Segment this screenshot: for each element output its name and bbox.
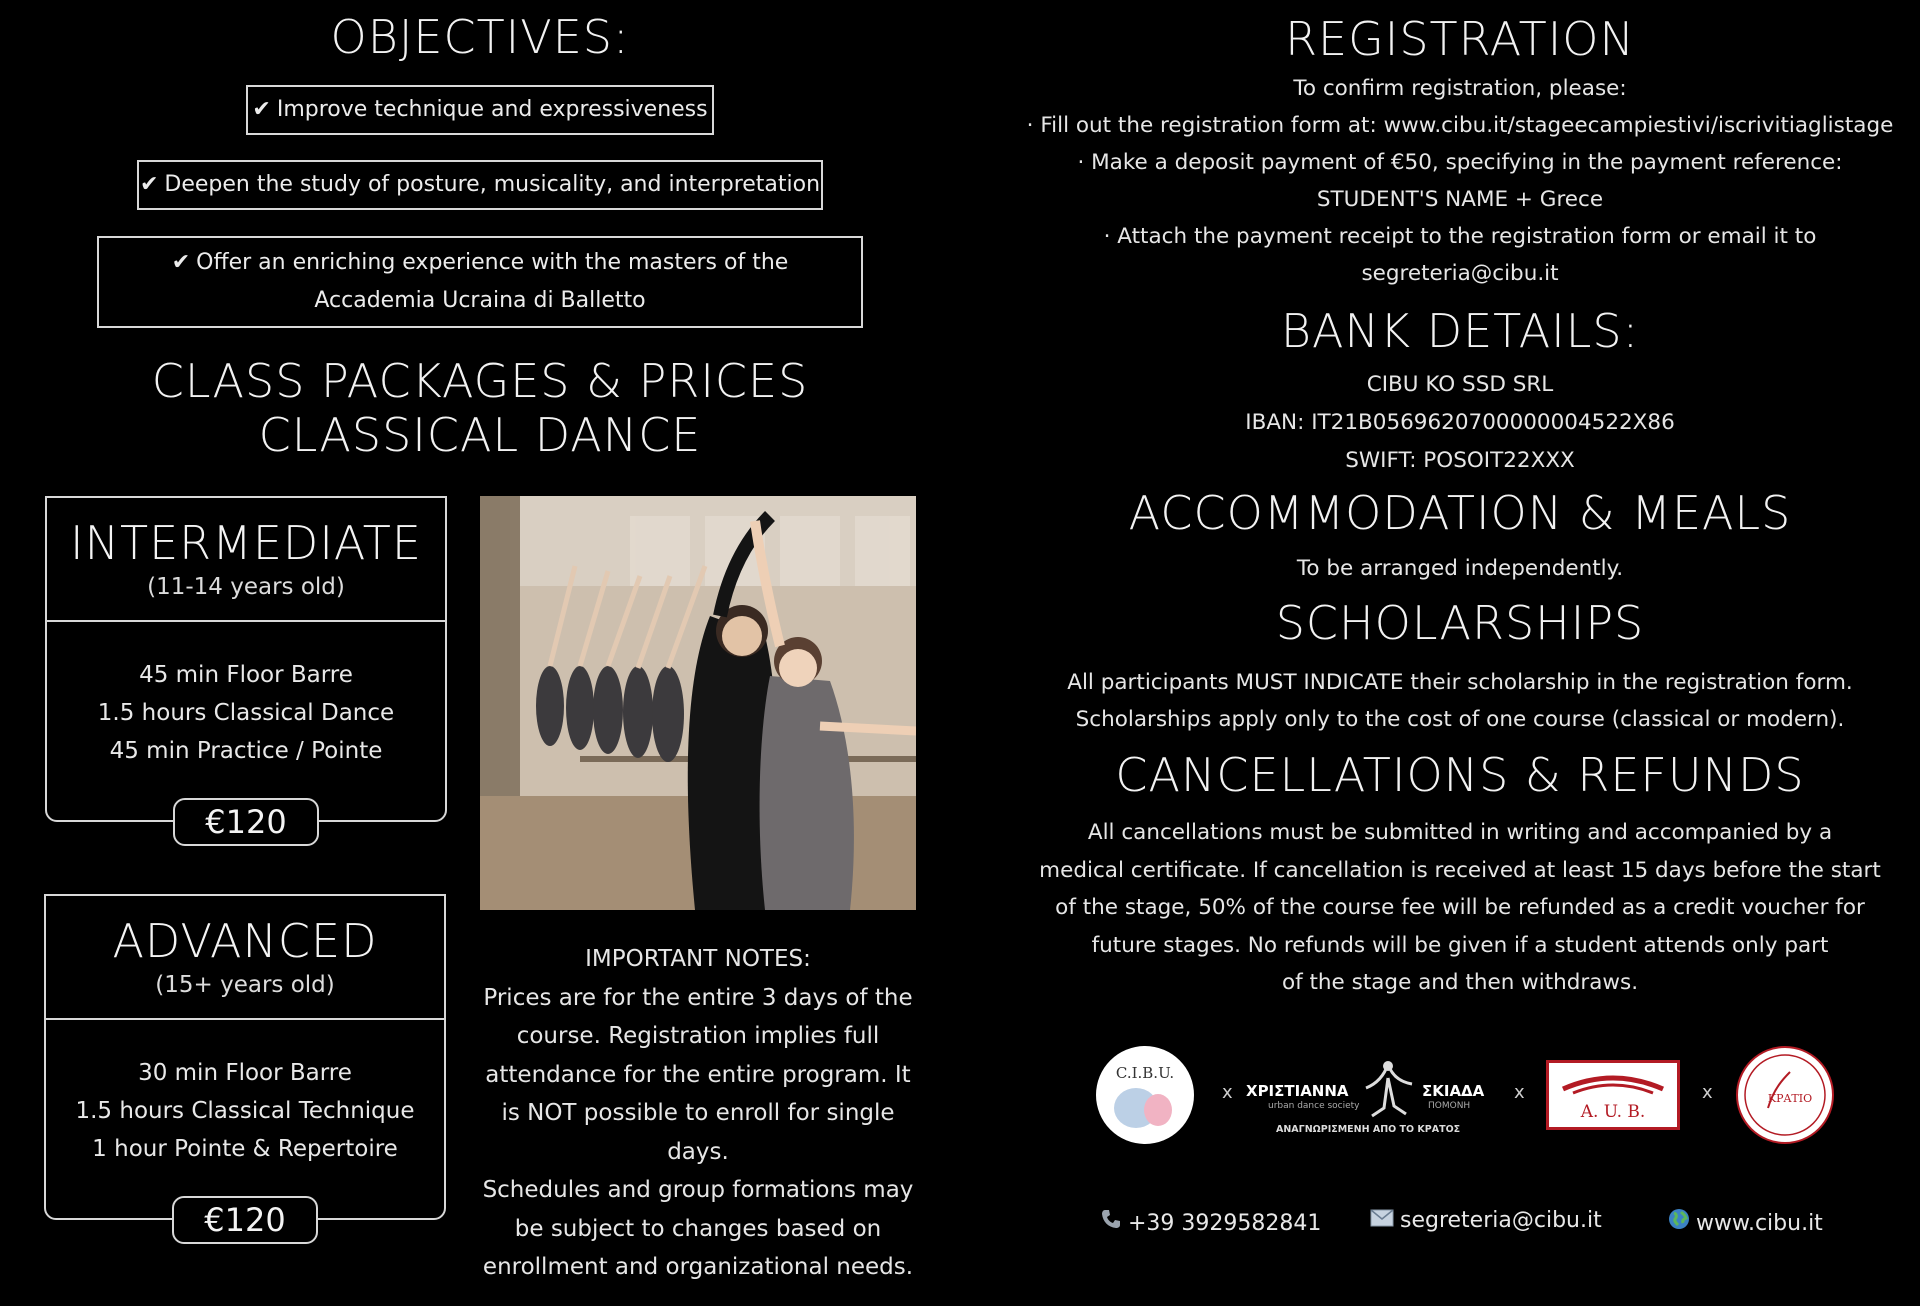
- logo-separator: x: [1514, 1082, 1525, 1103]
- package-line: 1.5 hours Classical Technique: [75, 1098, 415, 1124]
- contact-email[interactable]: segreteria@cibu.it: [1370, 1208, 1602, 1233]
- check-icon: ✔: [252, 97, 271, 122]
- objective-item-1: ✔ Improve technique and expressiveness: [246, 85, 714, 135]
- notes-title: IMPORTANT NOTES:: [585, 946, 811, 972]
- objective-item-2: ✔ Deepen the study of posture, musicality, and interpretation: [137, 160, 823, 210]
- accommodation-title: ACCOMMODATION & MEALS: [1128, 486, 1792, 540]
- package-age: (11-14 years old): [147, 574, 345, 600]
- partner-logos: [1096, 1040, 1836, 1150]
- email-icon: [1370, 1208, 1394, 1233]
- aub-logo: [1546, 1060, 1680, 1130]
- check-icon: ✔: [171, 250, 191, 275]
- scholarships-title: SCHOLARSHIPS: [1275, 596, 1645, 650]
- objectives-title: OBJECTIVES:: [330, 10, 630, 64]
- package-line: 30 min Floor Barre: [138, 1060, 352, 1086]
- cancellations-text: All cancellations must be submitted in writing and accompanied by a medical certificate. If cancellation is received at least 15 days before the start of the stage, 50% of the course fee will be refunded as a credit voucher for future stages. No refunds will be given if a student attends only part of the stage and then withdraws.: [1039, 820, 1881, 995]
- packages-title: CLASS PACKAGES & PRICES CLASSICAL DANCE: [151, 354, 809, 462]
- important-notes: IMPORTANT NOTES: Prices are for the entire 3 days of the course. Registration implies full attendance for the entire program. It is NOT possible to enroll for single days. Schedules and group formations may be subject to changes based on enrollment and organizational needs.: [480, 940, 916, 1287]
- contact-phone[interactable]: +39 3929582841: [1100, 1208, 1321, 1236]
- ballet-class-photo: [480, 496, 916, 910]
- package-line: 45 min Floor Barre: [139, 662, 353, 688]
- scholarships-text: All participants MUST INDICATE their scholarship in the registration form. Scholarships apply only to the cost of one course (classical or modern).: [1067, 670, 1853, 732]
- logo-separator: x: [1222, 1082, 1233, 1103]
- cibu-logo: [1096, 1046, 1194, 1144]
- registration-title: REGISTRATION: [1285, 12, 1635, 66]
- objective-item-3: ✔ Offer an enriching experience with the masters of the Accademia Ucraina di Balletto: [97, 236, 863, 328]
- package-intermediate: [45, 496, 447, 841]
- globe-icon: [1668, 1208, 1690, 1236]
- package-line: 1.5 hours Classical Dance: [97, 700, 395, 726]
- price-badge: €120: [173, 798, 319, 846]
- kratio-logo-text: ΚΡΑΤΙΟ: [1767, 1092, 1813, 1105]
- logo-separator: x: [1702, 1082, 1713, 1103]
- package-line: 45 min Practice / Pointe: [109, 738, 383, 764]
- aub-logo-text: A. U. B.: [1580, 1102, 1646, 1122]
- bank-details-title: BANK DETAILS:: [1280, 304, 1640, 358]
- package-advanced: [44, 894, 446, 1239]
- package-age: (15+ years old): [155, 972, 335, 998]
- check-icon: ✔: [139, 172, 159, 197]
- contact-website[interactable]: www.cibu.it: [1668, 1208, 1823, 1236]
- package-name: INTERMEDIATE: [70, 516, 422, 570]
- package-line: 1 hour Pointe & Repertoire: [92, 1136, 398, 1162]
- cancellations-title: CANCELLATIONS & REFUNDS: [1115, 748, 1805, 802]
- dancer-silhouette-icon: [1358, 1058, 1418, 1120]
- price-badge: €120: [172, 1196, 318, 1244]
- christianna-skiada-logo: ΧΡΙΣΤΙΑΝΝΑ urban dance society ΣΚΙΑΔΑ ΠΟΜΟΝΗ ΑΝΑΓΝΩΡΙΣΜΕΝΗ ΑΠΟ ΤΟ ΚΡΑΤΟΣ: [1246, 1058, 1496, 1138]
- kratio-logo: [1736, 1046, 1834, 1144]
- cibu-logo-text: C.I.B.U.: [1115, 1064, 1175, 1082]
- accommodation-text: To be arranged independently.: [1296, 556, 1624, 581]
- registration-text: To confirm registration, please: · Fill out the registration form at: www.cibu.it/stageecampiestivi/iscrivitiaglistage · Make a deposit payment of €50, specifying in the payment reference: STUDENT'S NAME + Grece · Attach the payment receipt to the registration form or email it to segreteria@cibu.it: [1026, 76, 1894, 286]
- package-name: ADVANCED: [112, 914, 378, 968]
- bank-details: CIBU KO SSD SRL IBAN: IT21B0569620700000004522X86 SWIFT: POSOIT22XXX: [1245, 372, 1675, 473]
- phone-icon: [1100, 1208, 1122, 1236]
